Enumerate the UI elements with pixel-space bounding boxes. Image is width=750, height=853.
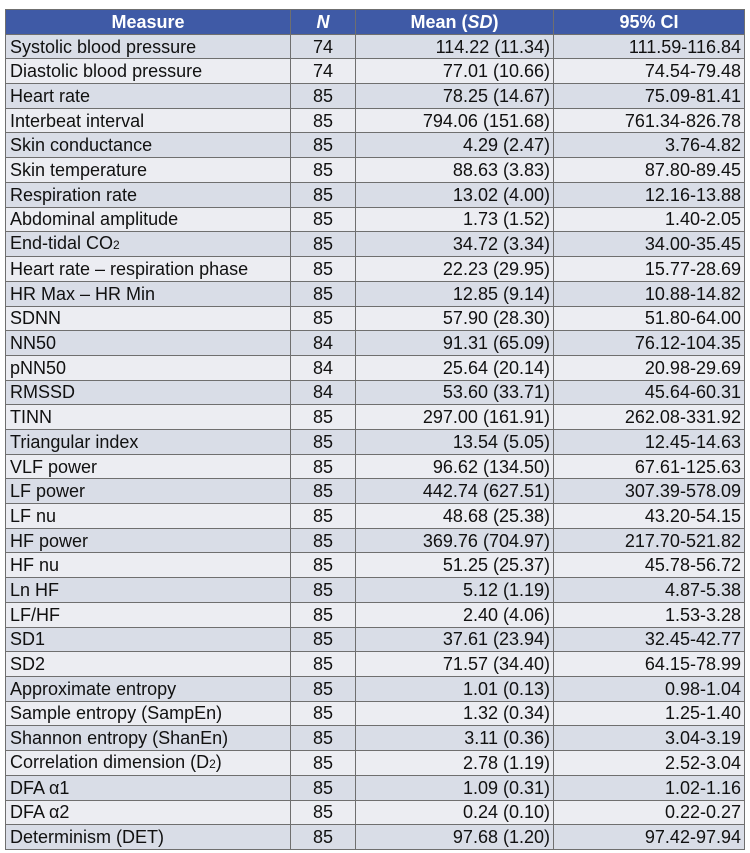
- mean-sd-cell: 96.62 (134.50): [356, 454, 554, 479]
- n-cell: 85: [291, 701, 356, 726]
- ci-cell: 3.76-4.82: [554, 133, 745, 158]
- ci-cell: 111.59-116.84: [554, 34, 745, 59]
- ci-cell: 32.45-42.77: [554, 627, 745, 652]
- measure-cell: [6, 207, 291, 232]
- table-row: [6, 182, 745, 207]
- n-cell: 85: [291, 602, 356, 627]
- measure-cell: [6, 59, 291, 84]
- header-mean-prefix: Mean (: [410, 11, 468, 32]
- measure-label: Interbeat interval: [10, 110, 145, 131]
- mean-sd-cell: 22.23 (29.95): [356, 257, 554, 282]
- mean-sd-cell: 78.25 (14.67): [356, 84, 554, 109]
- measure-label: SD1: [10, 629, 46, 650]
- table-row: [6, 306, 745, 331]
- measure-label: Shannon entropy (ShanEn): [10, 728, 229, 749]
- measure-cell: [6, 430, 291, 455]
- header-mean-sd: [356, 10, 554, 35]
- measure-cell: [6, 182, 291, 207]
- ci-cell: 0.98-1.04: [554, 676, 745, 701]
- ci-cell: 1.02-1.16: [554, 775, 745, 800]
- mean-sd-cell: 1.09 (0.31): [356, 775, 554, 800]
- measure-cell: [6, 553, 291, 578]
- table-row: [6, 479, 745, 504]
- measure-suffix: ): [215, 751, 222, 772]
- measure-label: SDNN: [10, 308, 62, 329]
- measure-label: Triangular index: [10, 431, 139, 452]
- measure-cell: [6, 257, 291, 282]
- mean-sd-cell: 297.00 (161.91): [356, 405, 554, 430]
- table-row: [6, 578, 745, 603]
- table-row: [6, 825, 745, 850]
- measure-label: Systolic blood pressure: [10, 36, 197, 57]
- header-n: N: [291, 10, 356, 35]
- ci-cell: 0.22-0.27: [554, 800, 745, 825]
- ci-cell: 87.80-89.45: [554, 158, 745, 183]
- table-row: [6, 158, 745, 183]
- ci-cell: 10.88-14.82: [554, 281, 745, 306]
- table-row: [6, 800, 745, 825]
- mean-sd-cell: 57.90 (28.30): [356, 306, 554, 331]
- mean-sd-cell: 51.25 (25.37): [356, 553, 554, 578]
- table-row: [6, 528, 745, 553]
- n-cell: 85: [291, 800, 356, 825]
- measure-cell: [6, 281, 291, 306]
- mean-sd-cell: 91.31 (65.09): [356, 331, 554, 356]
- table-row: [6, 257, 745, 282]
- header-mean-suffix: ): [492, 11, 499, 32]
- n-cell: 74: [291, 59, 356, 84]
- measure-cell: [6, 775, 291, 800]
- table-row: [6, 84, 745, 109]
- table-row: [6, 652, 745, 677]
- n-cell: 85: [291, 454, 356, 479]
- header-measure: Measure: [6, 10, 291, 35]
- measure-label: Skin conductance: [10, 135, 153, 156]
- measure-label: LF power: [10, 481, 86, 502]
- measure-label: LF nu: [10, 505, 57, 526]
- n-cell: 85: [291, 430, 356, 455]
- ci-cell: 1.25-1.40: [554, 701, 745, 726]
- table-row: [6, 281, 745, 306]
- table-row: [6, 602, 745, 627]
- measure-cell: [6, 627, 291, 652]
- n-cell: 85: [291, 257, 356, 282]
- n-cell: 85: [291, 182, 356, 207]
- measure-label: Abdominal amplitude: [10, 209, 179, 230]
- measure-label: Determinism (DET): [10, 827, 165, 848]
- ci-cell: 2.52-3.04: [554, 750, 745, 775]
- n-cell: 85: [291, 232, 356, 257]
- mean-sd-cell: 1.01 (0.13): [356, 676, 554, 701]
- n-cell: 85: [291, 306, 356, 331]
- ci-cell: 3.04-3.19: [554, 726, 745, 751]
- n-cell: 85: [291, 207, 356, 232]
- measure-label: TINN: [10, 407, 52, 428]
- ci-cell: 4.87-5.38: [554, 578, 745, 603]
- ci-cell: 20.98-29.69: [554, 355, 745, 380]
- measure-cell: [6, 479, 291, 504]
- ci-cell: 12.16-13.88: [554, 182, 745, 207]
- mean-sd-cell: 71.57 (34.40): [356, 652, 554, 677]
- measure-cell: [6, 602, 291, 627]
- measure-label: Respiration rate: [10, 184, 138, 205]
- n-cell: 85: [291, 108, 356, 133]
- table-row: [6, 454, 745, 479]
- table-row: [6, 553, 745, 578]
- measure-label: SD2: [10, 654, 46, 675]
- measure-label: Heart rate – respiration phase: [10, 259, 249, 280]
- measure-cell: [6, 331, 291, 356]
- ci-cell: 1.40-2.05: [554, 207, 745, 232]
- mean-sd-cell: 34.72 (3.34): [356, 232, 554, 257]
- ci-cell: 15.77-28.69: [554, 257, 745, 282]
- n-cell: 85: [291, 578, 356, 603]
- table-row: [6, 34, 745, 59]
- ci-cell: 262.08-331.92: [554, 405, 745, 430]
- measure-label: pNN50: [10, 357, 67, 378]
- mean-sd-cell: 0.24 (0.10): [356, 800, 554, 825]
- table-row: [6, 380, 745, 405]
- statistics-table: [5, 9, 745, 850]
- table-row: [6, 232, 745, 257]
- measure-cell: [6, 34, 291, 59]
- measure-label: Skin temperature: [10, 159, 148, 180]
- mean-sd-cell: 794.06 (151.68): [356, 108, 554, 133]
- measure-subscript: 2: [113, 238, 120, 253]
- measure-label: NN50: [10, 333, 57, 354]
- table-row: [6, 750, 745, 775]
- n-cell: 74: [291, 34, 356, 59]
- measure-label: Correlation dimension (D: [10, 751, 210, 772]
- measure-cell: [6, 232, 291, 257]
- table-row: [6, 207, 745, 232]
- ci-cell: 43.20-54.15: [554, 504, 745, 529]
- ci-cell: 12.45-14.63: [554, 430, 745, 455]
- n-cell: 85: [291, 825, 356, 850]
- measure-cell: [6, 504, 291, 529]
- table-row: [6, 504, 745, 529]
- measure-cell: [6, 108, 291, 133]
- measure-label: HF nu: [10, 555, 60, 576]
- table-row: [6, 726, 745, 751]
- header-ci: 95% CI: [554, 10, 745, 35]
- header-mean-sd-label: SD: [467, 11, 493, 32]
- ci-cell: 51.80-64.00: [554, 306, 745, 331]
- mean-sd-cell: 25.64 (20.14): [356, 355, 554, 380]
- table-row: [6, 331, 745, 356]
- table-row: [6, 59, 745, 84]
- measure-cell: [6, 528, 291, 553]
- measure-label: HR Max – HR Min: [10, 283, 156, 304]
- n-cell: 85: [291, 726, 356, 751]
- ci-cell: 64.15-78.99: [554, 652, 745, 677]
- measure-subscript: 2: [209, 756, 216, 771]
- table-row: [6, 405, 745, 430]
- n-cell: 84: [291, 355, 356, 380]
- table-row: [6, 355, 745, 380]
- mean-sd-cell: 97.68 (1.20): [356, 825, 554, 850]
- n-cell: 85: [291, 627, 356, 652]
- n-cell: 85: [291, 405, 356, 430]
- n-cell: 85: [291, 133, 356, 158]
- n-cell: 85: [291, 553, 356, 578]
- measure-label: LF/HF: [10, 604, 61, 625]
- measure-cell: [6, 355, 291, 380]
- n-cell: 84: [291, 380, 356, 405]
- ci-cell: 67.61-125.63: [554, 454, 745, 479]
- measure-label: RMSSD: [10, 382, 76, 403]
- n-cell: 85: [291, 652, 356, 677]
- n-cell: 85: [291, 479, 356, 504]
- measure-cell: [6, 454, 291, 479]
- measure-cell: [6, 701, 291, 726]
- measure-label: DFA α2: [10, 802, 70, 823]
- measure-cell: [6, 578, 291, 603]
- n-cell: 85: [291, 504, 356, 529]
- table-header: [6, 10, 745, 35]
- table-row: [6, 775, 745, 800]
- measure-label: Approximate entropy: [10, 678, 177, 699]
- ci-cell: 307.39-578.09: [554, 479, 745, 504]
- mean-sd-cell: 2.40 (4.06): [356, 602, 554, 627]
- measure-label: Heart rate: [10, 85, 91, 106]
- table-row: [6, 701, 745, 726]
- measure-cell: [6, 158, 291, 183]
- table-row: [6, 108, 745, 133]
- header-row: [6, 10, 745, 35]
- mean-sd-cell: 37.61 (23.94): [356, 627, 554, 652]
- n-cell: 85: [291, 281, 356, 306]
- measure-cell: [6, 84, 291, 109]
- ci-cell: 76.12-104.35: [554, 331, 745, 356]
- ci-cell: 217.70-521.82: [554, 528, 745, 553]
- mean-sd-cell: 12.85 (9.14): [356, 281, 554, 306]
- ci-cell: 45.64-60.31: [554, 380, 745, 405]
- ci-cell: 74.54-79.48: [554, 59, 745, 84]
- mean-sd-cell: 3.11 (0.36): [356, 726, 554, 751]
- measure-cell: [6, 800, 291, 825]
- measure-label: Ln HF: [10, 579, 60, 600]
- measure-cell: [6, 750, 291, 775]
- ci-cell: 1.53-3.28: [554, 602, 745, 627]
- measure-label: Diastolic blood pressure: [10, 61, 203, 82]
- mean-sd-cell: 13.54 (5.05): [356, 430, 554, 455]
- statistics-table-container: [5, 9, 744, 850]
- measure-cell: [6, 676, 291, 701]
- mean-sd-cell: 77.01 (10.66): [356, 59, 554, 84]
- measure-cell: [6, 652, 291, 677]
- mean-sd-cell: 53.60 (33.71): [356, 380, 554, 405]
- table-row: [6, 430, 745, 455]
- n-cell: 85: [291, 158, 356, 183]
- mean-sd-cell: 48.68 (25.38): [356, 504, 554, 529]
- mean-sd-cell: 1.73 (1.52): [356, 207, 554, 232]
- table-row: [6, 627, 745, 652]
- n-cell: 85: [291, 528, 356, 553]
- measure-cell: [6, 726, 291, 751]
- measure-label: DFA α1: [10, 777, 70, 798]
- ci-cell: 761.34-826.78: [554, 108, 745, 133]
- mean-sd-cell: 1.32 (0.34): [356, 701, 554, 726]
- mean-sd-cell: 4.29 (2.47): [356, 133, 554, 158]
- ci-cell: 75.09-81.41: [554, 84, 745, 109]
- ci-cell: 34.00-35.45: [554, 232, 745, 257]
- n-cell: 85: [291, 775, 356, 800]
- measure-cell: [6, 306, 291, 331]
- measure-cell: [6, 825, 291, 850]
- mean-sd-cell: 369.76 (704.97): [356, 528, 554, 553]
- measure-cell: [6, 133, 291, 158]
- measure-label: Sample entropy (SampEn): [10, 703, 223, 724]
- mean-sd-cell: 5.12 (1.19): [356, 578, 554, 603]
- mean-sd-cell: 88.63 (3.83): [356, 158, 554, 183]
- mean-sd-cell: 13.02 (4.00): [356, 182, 554, 207]
- measure-label: VLF power: [10, 456, 98, 477]
- table-row: [6, 133, 745, 158]
- mean-sd-cell: 442.74 (627.51): [356, 479, 554, 504]
- measure-cell: [6, 380, 291, 405]
- table-row: [6, 676, 745, 701]
- mean-sd-cell: 2.78 (1.19): [356, 750, 554, 775]
- n-cell: 84: [291, 331, 356, 356]
- measure-cell: [6, 405, 291, 430]
- mean-sd-cell: 114.22 (11.34): [356, 34, 554, 59]
- ci-cell: 45.78-56.72: [554, 553, 745, 578]
- measure-label: HF power: [10, 530, 89, 551]
- n-cell: 85: [291, 676, 356, 701]
- n-cell: 85: [291, 750, 356, 775]
- n-cell: 85: [291, 84, 356, 109]
- ci-cell: 97.42-97.94: [554, 825, 745, 850]
- measure-label: End-tidal CO: [10, 233, 114, 254]
- table-body: [6, 34, 745, 849]
